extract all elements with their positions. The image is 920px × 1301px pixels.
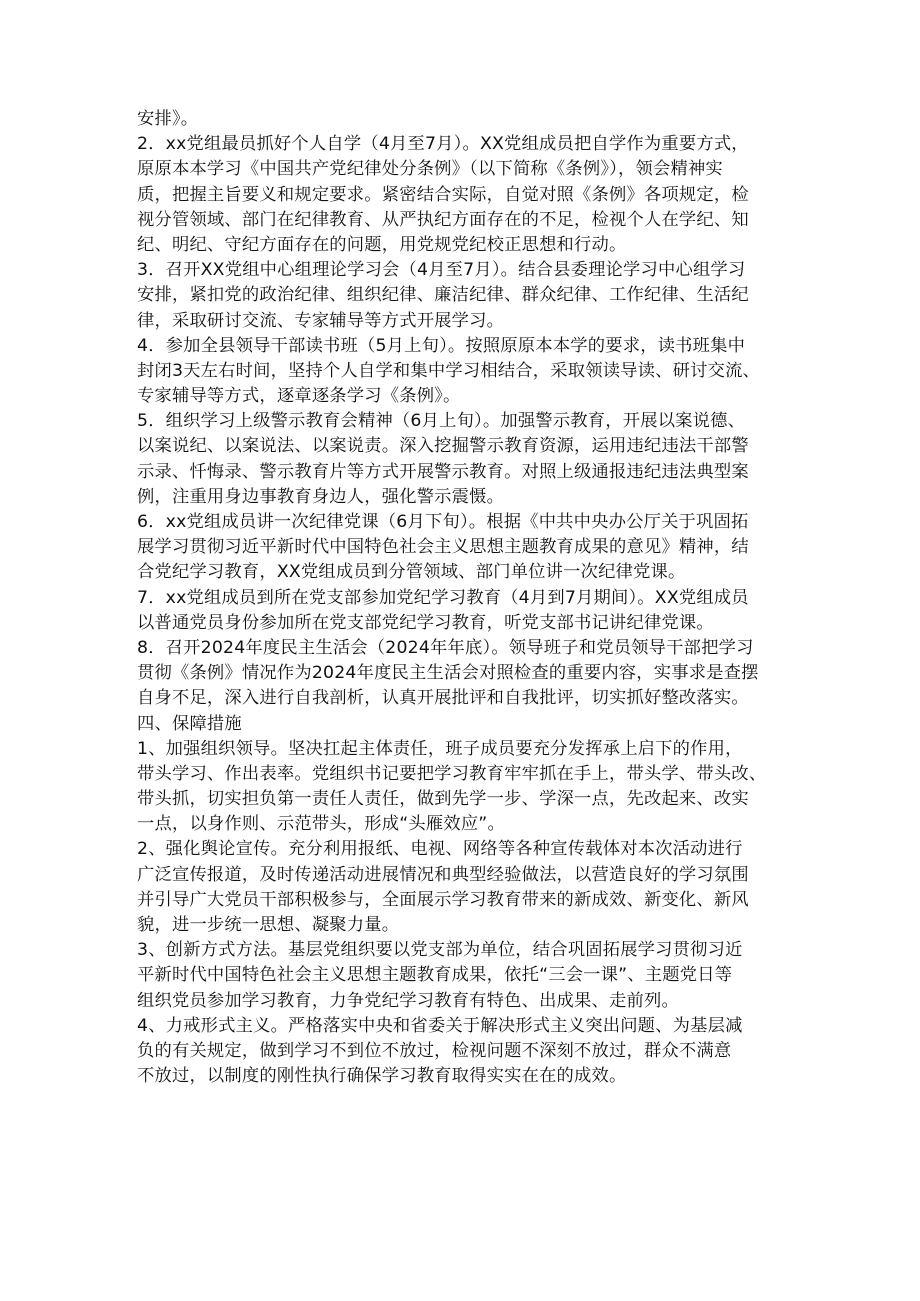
- text-line: 2、强化舆论宣传。充分利用报纸、电视、网络等各种宣传载体对本次活动进行: [137, 839, 743, 860]
- text-line: 广泛宣传报道，及时传递活动进展情况和典型经验做法，以营造良好的学习氛围: [137, 864, 749, 885]
- text-line: 3．召开XX党组中心组理论学习会（4月至7月）。结合县委理论学习中心组学习: [137, 260, 746, 281]
- text-line: 安排，紧扣党的政治纪律、组织纪律、廉洁纪律、群众纪律、工作纪律、生活纪: [137, 285, 749, 306]
- text-line: 贯彻《条例》情况作为2024年度民主生活会对照检查的重要内容，实事求是查摆: [137, 663, 759, 684]
- text-line: 带头学习、作出表率。党组织书记要把学习教育牢牢抓在手上，带头学、带头改、: [137, 763, 767, 784]
- text-line: 4．参加全县领导干部读书班（5月上旬）。按照原原本本学的要求，读书班集中: [137, 335, 746, 356]
- text-line: 展学习贯彻习近平新时代中国特色社会主义思想主题教育成果的意见》精神，结: [137, 537, 749, 558]
- text-line: 合党纪学习教育，XX党组成员到分管领域、部门单位讲一次纪律党课。: [137, 562, 686, 583]
- text-line: 组织党员参加学习教育，力争党纪学习教育有特色、出成果、走前列。: [137, 990, 679, 1011]
- text-line: 自身不足，深入进行自我剖析，认真开展批评和自我批评，切实抓好整改落实。: [137, 688, 749, 709]
- text-line: 以普通党员身份参加所在党支部党纪学习教育，听党支部书记讲纪律党课。: [137, 612, 714, 633]
- text-line: 并引导广大党员干部积极参与，全面展示学习教育带来的新成效、新变化、新风: [137, 889, 749, 910]
- text-line: 5．组织学习上级警示教育会精神（6月上旬）。加强警示教育，开展以案说德、: [137, 411, 746, 432]
- text-line: 原原本本学习《中国共产党纪律处分条例》（以下简称《条例》），领会精神实: [137, 159, 723, 180]
- text-line: 示录、忏悔录、警示教育片等方式开展警示教育。对照上级通报违纪违法典型案: [137, 461, 749, 482]
- text-line: 6．xx党组成员讲一次纪律党课（6月下旬）。根据《中共中央办公厅关于巩固拓: [137, 512, 749, 532]
- text-line: 封闭3天左右时间，坚持个人自学和集中学习相结合，采取领读导读、研讨交流、: [137, 360, 761, 381]
- text-line: 7．xx党组成员到所在党支部参加党纪学习教育（4月到7月期间）。XX党组成员: [137, 587, 749, 608]
- text-line: 纪、明纪、守纪方面存在的问题，用党规党纪校正思想和行动。: [137, 234, 627, 255]
- text-line: 3、创新方式方法。基层党组织要以党支部为单位，结合巩固拓展学习贯彻习近: [137, 940, 743, 961]
- text-line: 1、加强组织领导。坚决扛起主体责任，班子成员要充分发挥承上启下的作用，: [137, 738, 743, 759]
- text-line: 一点，以身作则、示范带头，形成“头雁效应”。: [137, 814, 505, 835]
- text-line: 8．召开2024年度民主生活会（2024年年底）。领导班子和党员领导干部把学习: [137, 637, 754, 658]
- text-line: 负的有关规定，做到学习不到位不放过，检视问题不深刻不放过，群众不满意: [137, 1040, 732, 1061]
- document-body: [137, 107, 797, 1089]
- text-line: 貌，进一步统一思想、凝聚力量。: [137, 915, 400, 935]
- text-line: 例，注重用身边事教育身边人，强化警示震慑。: [137, 486, 505, 507]
- text-line: 律，采取研讨交流、专家辅导等方式开展学习。: [137, 310, 505, 331]
- text-line: 带头抓，切实担负第一责任人责任，做到先学一步、学深一点，先改起来、改实: [137, 789, 749, 810]
- text-line: 质，把握主旨要义和规定要求。紧密结合实际，自觉对照《条例》各项规定，检: [137, 184, 749, 205]
- text-line: 安排》。: [137, 109, 199, 129]
- text-line: 4、力戒形式主义。严格落实中央和省委关于解决形式主义突出问题、为基层减: [137, 1015, 743, 1036]
- text-line: 专家辅导等方式，逐章逐条学习《条例》。: [137, 386, 461, 407]
- text-line: 2．xx党组最员抓好个人自学（4月至7月）。XX党组成员把自学作为重要方式，: [137, 134, 749, 155]
- text-line: 视分管领域、部门在纪律教育、从严执纪方面存在的不足，检视个人在学纪、知: [137, 209, 749, 230]
- text-line: 不放过，以制度的刚性执行确保学习教育取得实实在在的成效。: [137, 1066, 627, 1087]
- text-line: 平新时代中国特色社会主义思想主题教育成果，依托“三会一课”、主题党日等: [137, 965, 733, 986]
- text-line: 四、保障措施: [137, 713, 242, 734]
- text-line: 以案说纪、以案说法、以案说责。深入挖掘警示教育资源，运用违纪违法干部警: [137, 436, 749, 457]
